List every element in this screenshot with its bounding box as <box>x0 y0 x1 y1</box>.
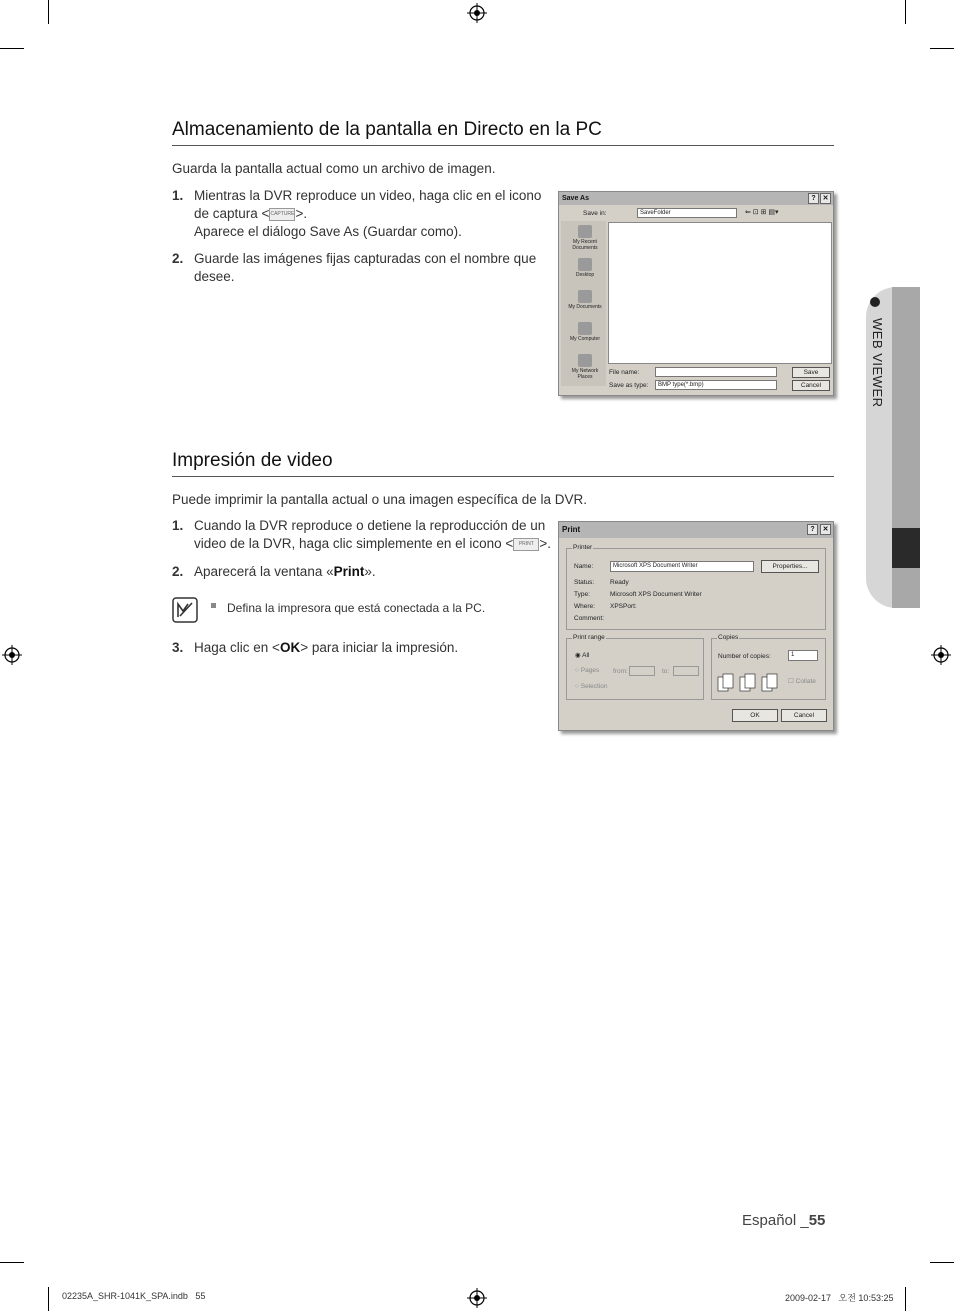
properties-button[interactable]: Properties... <box>761 560 819 573</box>
help-icon[interactable]: ? <box>807 524 818 535</box>
place-label: My Recent Documents <box>572 239 598 251</box>
save-in-label: Save in: <box>583 210 607 217</box>
status-label: Status: <box>574 579 595 586</box>
step-fragment: >. <box>539 536 551 551</box>
dialog-title: Print <box>562 525 581 534</box>
save-as-dialog <box>558 191 834 396</box>
place-network[interactable] <box>565 354 605 380</box>
page-number-value: 55 <box>808 1212 826 1229</box>
step-text <box>194 639 458 657</box>
radio-label: Pages <box>580 667 600 674</box>
step-text <box>194 563 376 581</box>
save-as-type-label: Save as type: <box>609 382 649 389</box>
dialog-titlebar <box>559 522 833 538</box>
capture-icon: CAPTURE <box>269 208 295 221</box>
section-intro: Puede imprimir la pantalla actual o una imagen específica de la DVR. <box>172 492 587 507</box>
network-icon <box>578 354 592 367</box>
group-title: Copies <box>718 634 739 641</box>
crop-mark <box>0 1262 24 1263</box>
cancel-button[interactable]: Cancel <box>781 709 827 722</box>
close-icon[interactable]: ✕ <box>820 524 831 535</box>
group-title: Print range <box>573 634 605 641</box>
from-label: from: <box>613 668 628 675</box>
crop-mark <box>905 1287 906 1311</box>
save-in-select[interactable] <box>637 208 737 218</box>
page-number <box>742 1212 825 1229</box>
step-line: Cuando la DVR reproduce o detiene la reproducción de un <box>194 518 546 533</box>
step-line <box>194 535 564 553</box>
place-label: My Documents <box>568 304 602 310</box>
title-rule <box>172 145 834 146</box>
date-info: 2009-02-17 오전 10:53:25 <box>785 1293 894 1303</box>
places-bar <box>561 221 606 386</box>
place-label: My Network Places <box>571 368 599 380</box>
crop-mark <box>0 48 24 49</box>
side-tab-label: WEB VIEWER <box>870 318 885 408</box>
type-value: Microsoft XPS Document Writer <box>610 591 702 598</box>
copies-spinner[interactable] <box>788 650 818 661</box>
step-number: 1. <box>172 518 184 533</box>
close-icon[interactable]: ✕ <box>820 193 831 204</box>
copies-group <box>711 634 826 700</box>
step-fragment: de captura < <box>194 206 270 221</box>
step-fragment: ». <box>364 564 376 579</box>
step-text <box>194 187 554 241</box>
step-number: 2. <box>172 564 184 579</box>
documents-icon <box>578 290 592 303</box>
print-icon: PRINT <box>513 538 539 551</box>
radio-label: Selection <box>580 683 608 690</box>
step-text <box>194 517 564 553</box>
save-as-type-value: BMP type(*.bmp) <box>658 382 704 388</box>
note-text: Defina la impresora que está conectada a la PC. <box>227 601 486 615</box>
desktop-icon <box>578 258 592 271</box>
help-icon[interactable]: ? <box>808 193 819 204</box>
printer-name-value: Microsoft XPS Document Writer <box>613 563 698 569</box>
radio-label: All <box>582 652 590 659</box>
collate-checkbox[interactable]: ☐ Collate <box>788 678 816 685</box>
file-name-label: File name: <box>609 369 640 376</box>
step-line <box>194 205 554 223</box>
step-fragment: video de la DVR, haga clic simplemente en el icono < <box>194 536 514 551</box>
crop-mark <box>930 1262 954 1263</box>
copies-label: Number of copies: <box>718 653 771 660</box>
step-line: Guarde las imágenes fijas capturadas con el nombre que <box>194 251 537 266</box>
step-number: 1. <box>172 188 184 203</box>
file-list[interactable] <box>608 222 832 364</box>
save-in-value: SaveFolder <box>640 210 671 216</box>
from-input[interactable] <box>629 666 655 676</box>
step-line: Mientras la DVR reproduce un video, haga clic en el icono <box>194 188 542 203</box>
bullet-square-icon <box>211 603 216 608</box>
section-intro: Guarda la pantalla actual como un archivo de imagen. <box>172 161 496 176</box>
status-value: Ready <box>610 579 629 586</box>
step-fragment: >. <box>295 206 308 221</box>
step-fragment: > para iniciar la impresión. <box>300 640 459 655</box>
step-text <box>194 250 554 286</box>
bullet-dot-icon <box>870 297 880 307</box>
place-documents[interactable] <box>565 290 605 310</box>
recent-documents-icon <box>578 225 592 238</box>
crop-mark <box>48 1287 49 1311</box>
title-rule <box>172 476 834 477</box>
group-title: Printer <box>573 544 593 551</box>
note-icon <box>172 597 198 623</box>
side-tab-marker <box>892 528 920 568</box>
registration-mark-icon <box>467 3 487 23</box>
section-title: Impresión de video <box>172 450 333 471</box>
step-line: Aparece el diálogo Save As (Guardar como). <box>194 224 462 239</box>
to-input[interactable] <box>673 666 699 676</box>
place-recent[interactable] <box>565 225 605 251</box>
page-label: Español _ <box>742 1212 809 1229</box>
file-name-input[interactable] <box>655 367 777 377</box>
crop-mark <box>930 48 954 49</box>
name-label: Name: <box>574 563 594 570</box>
step-fragment: Haga clic en < <box>194 640 280 655</box>
radio-pages[interactable]: ○ Pages <box>575 667 600 674</box>
dialog-titlebar <box>559 192 833 205</box>
print-range-group <box>566 634 704 700</box>
print-dialog <box>558 521 834 731</box>
place-label: My Computer <box>569 336 600 342</box>
where-label: Where: <box>574 603 595 610</box>
dialog-title: Save As <box>562 195 589 202</box>
collate-pages-icon <box>716 671 786 693</box>
crop-mark <box>905 0 906 24</box>
ok-button[interactable]: OK <box>732 709 778 722</box>
checkbox-label: Collate <box>795 678 816 685</box>
section-title: Almacenamiento de la pantalla en Directo en la PC <box>172 119 602 140</box>
step-fragment: Aparecerá la ventana « <box>194 564 334 579</box>
step-keyword: OK <box>279 640 301 655</box>
radio-selection[interactable]: ○ Selection <box>575 683 608 690</box>
step-number: 2. <box>172 251 184 266</box>
radio-all[interactable]: ◉ All <box>575 652 590 659</box>
toolbar-icons[interactable]: ⇐ ⊡ ⊞ ▤▾ <box>745 209 779 216</box>
printer-group <box>566 544 826 630</box>
file-info: 02235A_SHR-1041K_SPA.indb 55 <box>62 1291 206 1301</box>
comment-label: Comment: <box>574 615 604 622</box>
printer-name-select[interactable] <box>610 561 754 572</box>
step-keyword: Print <box>333 564 365 579</box>
registration-mark-icon <box>2 645 22 665</box>
place-computer[interactable] <box>565 322 605 342</box>
registration-mark-icon <box>467 1288 487 1308</box>
where-value: XPSPort: <box>610 603 637 610</box>
save-button[interactable]: Save <box>792 367 830 378</box>
save-as-type-select[interactable] <box>655 380 777 390</box>
computer-icon <box>578 322 592 335</box>
crop-mark <box>48 0 49 24</box>
place-label: Desktop <box>575 272 595 278</box>
copies-value: 1 <box>791 652 795 658</box>
to-label: to: <box>662 668 670 675</box>
type-label: Type: <box>574 591 590 598</box>
cancel-button[interactable]: Cancel <box>792 380 830 391</box>
step-line: desee. <box>194 269 235 284</box>
step-number: 3. <box>172 640 184 655</box>
place-desktop[interactable] <box>565 258 605 278</box>
registration-mark-icon <box>931 645 951 665</box>
